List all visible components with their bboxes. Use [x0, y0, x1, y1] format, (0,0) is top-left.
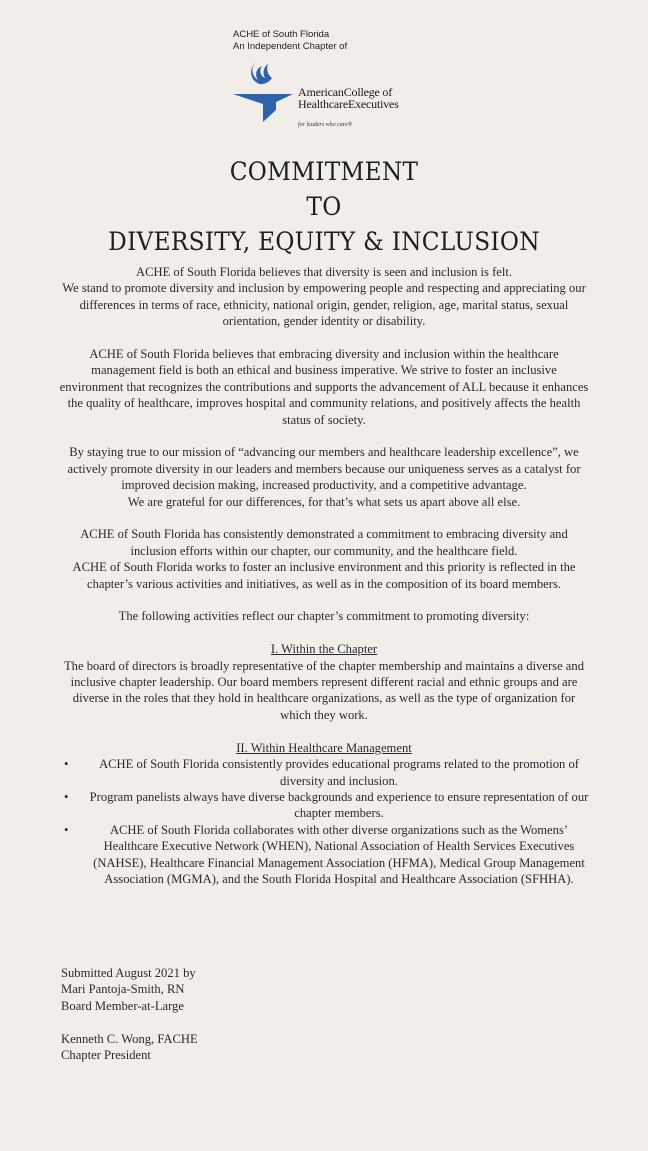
logo-line-1: AmericanCollege of — [298, 85, 393, 99]
paragraph-8: The following activities reflect our chapter’s commitment to promoting diversity: — [118, 609, 530, 624]
paragraph-6: ACHE of South Florida has consistently demonstrated a commitment to embracing diversity and inclusion efforts within our chapter, our community, and the healthcare field. — [80, 527, 568, 558]
chapter-header — [233, 29, 347, 53]
logo-tagline: for leaders who care® — [298, 122, 353, 128]
paragraph-5: We are grateful for our differences, for that’s what sets us apart above all else. — [127, 494, 521, 509]
statement-body — [58, 264, 590, 887]
list-item: • ACHE of South Florida collaborates with other diverse organizations such as the Womens’ Healthcare Executive Network (WHEN), National Association of Health Services Executives (NAHSE), Healthcare Financial Management Association (HFMA), Medical Group Management Association (MGMA), and the South Florida Hospital and Healthcare Association (SFHHA). — [58, 822, 590, 888]
logo-line-2: HealthcareExecutives — [298, 97, 399, 111]
title-line-3: DIVERSITY, EQUITY & INCLUSION — [108, 227, 540, 256]
page-title — [0, 154, 648, 259]
section-1-heading: I. Within the Chapter — [270, 642, 378, 657]
paragraph-7: ACHE of South Florida works to foster an inclusive environment and this priority is reflected in the chapter’s various activities and initiatives, as well as in the composition of its board members. — [72, 560, 576, 591]
section-1-body: The board of directors is broadly representative of the chapter membership and maintains a diverse and inclusive chapter leadership. Our board members represent different racial and ethnic groups and are diverse in the roles that they hold in healthcare organizations, as well as the type of organization for which they work. — [63, 658, 584, 722]
title-line-2: TO — [306, 192, 342, 221]
president-name: Kenneth C. Wong, FACHE — [61, 1031, 198, 1046]
paragraph-3: ACHE of South Florida believes that embracing diversity and inclusion within the healthcare management field is both an ethical and business imperative. We strive to foster an inclusive environment that recognizes the contributions and supports the advancement of ALL because it enhances the quality of healthcare, improves hospital and community relations, and positively affects the health status of society. — [59, 347, 589, 427]
title-line-1: COMMITMENT — [229, 157, 419, 186]
chapter-subtitle: An Independent Chapter of — [233, 41, 348, 52]
list-item: • Program panelists always have diverse backgrounds and experience to ensure representation of our chapter members. — [58, 789, 590, 822]
paragraph-4: By staying true to our mission of “advancing our members and healthcare leadership excellence”, we actively promote diversity in our leaders and members because our uniqueness serves as a catalyst for improved decision making, increased productivity, and a competitive advantage. — [67, 445, 581, 493]
list-item: • ACHE of South Florida consistently provides educational programs related to the promotion of diversity and inclusion. — [58, 756, 590, 789]
section-2-list — [58, 756, 590, 887]
paragraph-2: We stand to promote diversity and inclusion by empowering people and respecting and appreciating our differences in terms of race, ethnicity, national origin, gender, religion, age, marital status, sexual orientation, gender identity or disability. — [62, 281, 586, 329]
paragraph-1: ACHE of South Florida believes that diversity is seen and inclusion is felt. — [135, 265, 512, 279]
ache-logo — [230, 58, 430, 136]
ache-logo-wordmark — [298, 86, 399, 110]
ache-flame-logo-icon — [230, 58, 296, 128]
author-name: Mari Pantoja-Smith, RN — [61, 982, 185, 997]
submitted-line: Submitted August 2021 by — [61, 966, 196, 980]
section-2-heading: II. Within Healthcare Management — [236, 740, 412, 755]
president-title: Chapter President — [61, 1048, 151, 1063]
chapter-name: ACHE of South Florida — [233, 29, 330, 40]
signature-block — [61, 965, 198, 1063]
author-title: Board Member-at-Large — [61, 998, 184, 1013]
